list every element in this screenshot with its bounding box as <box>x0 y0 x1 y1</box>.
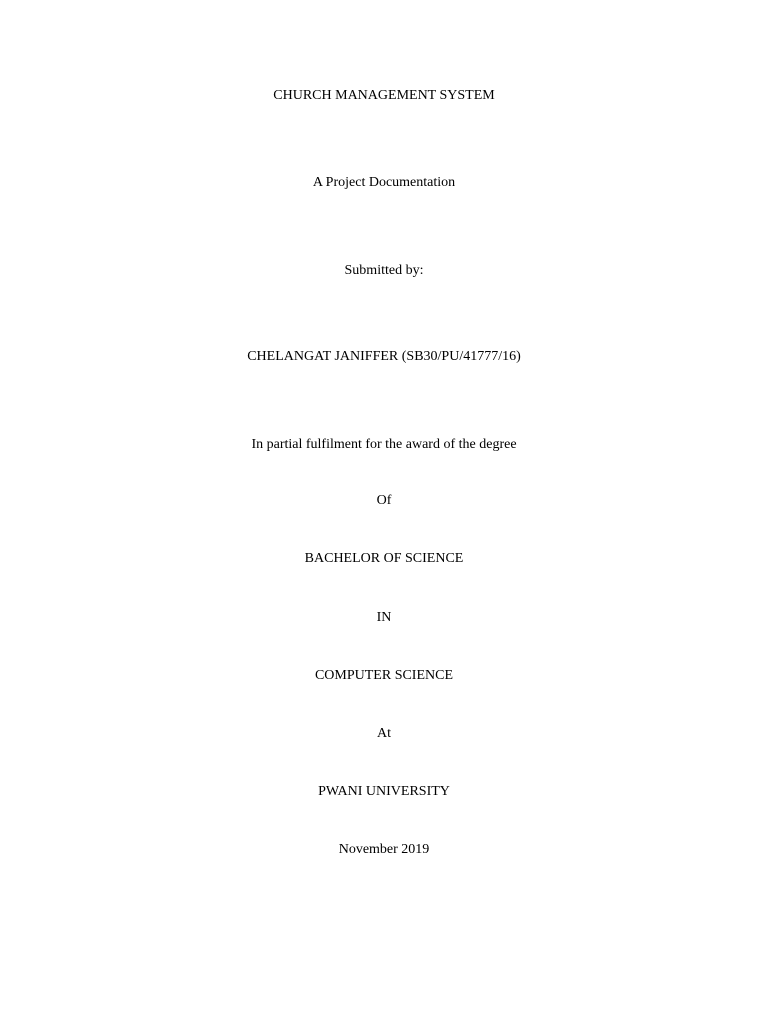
author-name: CHELANGAT JANIFFER (SB30/PU/41777/16) <box>247 349 521 364</box>
submitted-by-label: Submitted by: <box>344 263 424 278</box>
document-title: CHURCH MANAGEMENT SYSTEM <box>273 88 495 103</box>
submission-date: November 2019 <box>338 842 430 857</box>
document-subtitle: A Project Documentation <box>312 175 456 190</box>
of-text: Of <box>376 493 392 508</box>
at-text: At <box>377 726 391 741</box>
university-name: PWANI UNIVERSITY <box>318 784 450 799</box>
field-of-study: COMPUTER SCIENCE <box>314 668 454 683</box>
partial-fulfilment-text: In partial fulfilment for the award of the degree <box>251 437 517 452</box>
in-text: IN <box>376 610 392 625</box>
degree-name: BACHELOR OF SCIENCE <box>304 551 464 566</box>
